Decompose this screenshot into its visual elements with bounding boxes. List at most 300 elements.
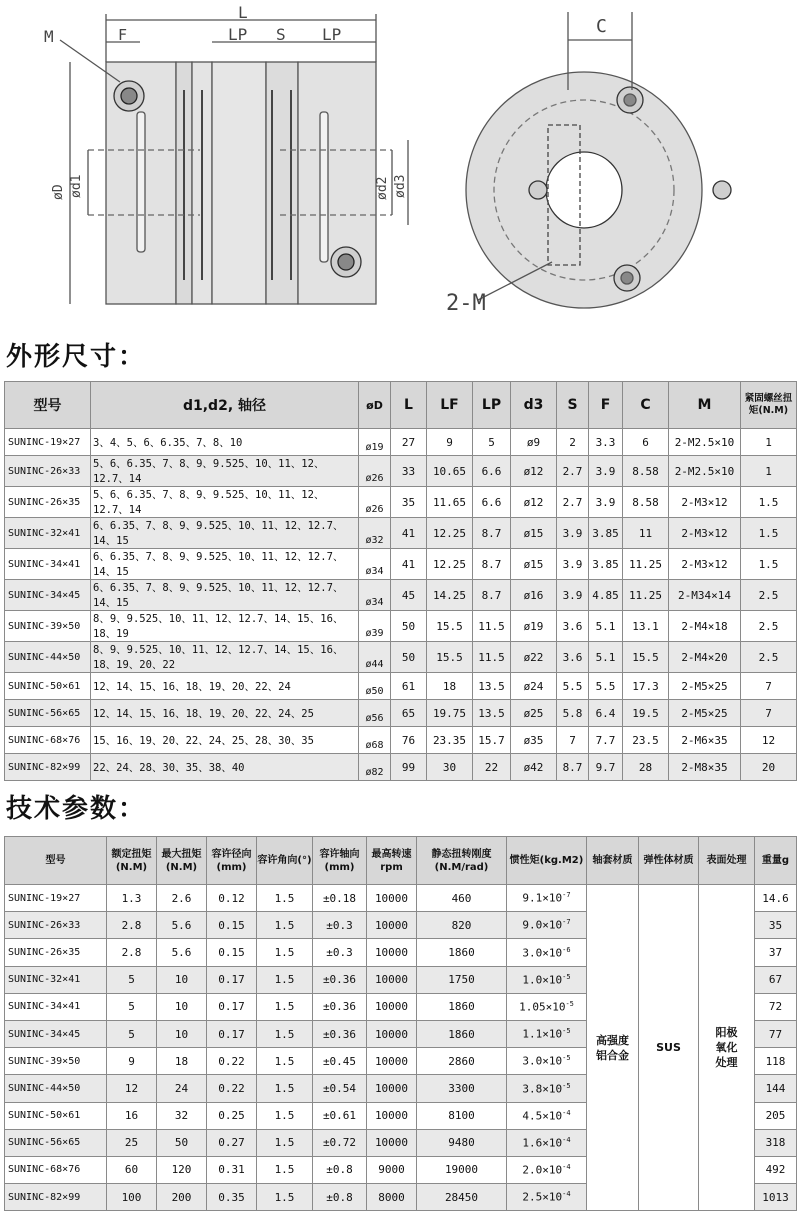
cell-model: SUNINC-39×50 <box>5 611 91 642</box>
cell-s: 2.7 <box>557 487 589 518</box>
cell-model: SUNINC-34×45 <box>5 580 91 611</box>
cell-rated: 5 <box>107 966 157 993</box>
cell-lp: 6.6 <box>473 487 511 518</box>
table-row <box>5 611 797 642</box>
cell-angular: 1.5 <box>257 912 313 939</box>
cell-m: 2-M6×35 <box>669 727 741 754</box>
cell-bore: 6、6.35、7、8、9、9.525、10、11、12、12.7、14、15 <box>91 518 359 549</box>
cell-lf: 9 <box>427 429 473 456</box>
section-title-technical: 技术参数： <box>6 794 147 824</box>
cell-lf: 11.65 <box>427 487 473 518</box>
cell-l: 35 <box>391 487 427 518</box>
table-row <box>5 549 797 580</box>
cell-stiff: 1860 <box>417 993 507 1020</box>
cell-inertia <box>507 993 587 1020</box>
cell-radial: 0.35 <box>207 1184 257 1211</box>
cell-d3: ø42 <box>511 754 557 781</box>
cell-c: 11.25 <box>623 580 669 611</box>
drawing-label-c: C <box>596 16 607 37</box>
cell-lf: 12.25 <box>427 518 473 549</box>
cell-torque: 2.5 <box>741 642 797 673</box>
table-row <box>5 518 797 549</box>
cell-max: 32 <box>157 1102 207 1129</box>
cell-model: SUNINC-34×45 <box>5 1020 107 1047</box>
cell-lf: 23.35 <box>427 727 473 754</box>
inertia-mantissa: 2.0×10 <box>522 1163 563 1177</box>
inertia-mantissa: 9.1×10 <box>522 891 563 905</box>
cell-lf: 12.25 <box>427 549 473 580</box>
cell-inertia <box>507 1075 587 1102</box>
cell-l: 61 <box>391 673 427 700</box>
cell-model: SUNINC-50×61 <box>5 673 91 700</box>
cell-max: 2.6 <box>157 885 207 912</box>
cell-angular: 1.5 <box>257 1184 313 1211</box>
header-weight: 重量g <box>755 837 797 885</box>
cell-m: 2-M4×20 <box>669 642 741 673</box>
cell-od: ø44 <box>359 642 391 673</box>
cell-angular: 1.5 <box>257 993 313 1020</box>
cell-model: SUNINC-26×33 <box>5 912 107 939</box>
cell-rated: 12 <box>107 1075 157 1102</box>
cell-torque: 12 <box>741 727 797 754</box>
header-hub-material: 轴套材质 <box>587 837 639 885</box>
header-axial: 容许轴向(mm) <box>313 837 367 885</box>
inertia-mantissa: 3.0×10 <box>522 946 563 960</box>
cell-model: SUNINC-44×50 <box>5 1075 107 1102</box>
cell-lp: 11.5 <box>473 611 511 642</box>
cell-model: SUNINC-39×50 <box>5 1048 107 1075</box>
cell-weight: 14.6 <box>755 885 797 912</box>
cell-max: 5.6 <box>157 912 207 939</box>
header-spring-material: 弹性体材质 <box>639 837 699 885</box>
header-angular: 容许角向(°) <box>257 837 313 885</box>
cell-torque: 20 <box>741 754 797 781</box>
cell-l: 50 <box>391 611 427 642</box>
cell-od: ø50 <box>359 673 391 700</box>
cell-torque: 1 <box>741 429 797 456</box>
cell-rated: 9 <box>107 1048 157 1075</box>
cell-radial: 0.22 <box>207 1075 257 1102</box>
cell-lp: 13.5 <box>473 673 511 700</box>
cell-l: 45 <box>391 580 427 611</box>
cell-weight: 205 <box>755 1102 797 1129</box>
inertia-exponent: -6 <box>562 945 571 954</box>
cell-f: 5.1 <box>589 642 623 673</box>
cell-s: 2 <box>557 429 589 456</box>
cell-radial: 0.22 <box>207 1048 257 1075</box>
cell-inertia <box>507 1129 587 1156</box>
cell-axial: ±0.36 <box>313 993 367 1020</box>
cell-inertia <box>507 966 587 993</box>
cell-speed: 10000 <box>367 912 417 939</box>
cell-stiff: 2860 <box>417 1048 507 1075</box>
cell-m: 2-M5×25 <box>669 673 741 700</box>
cell-torque: 1.5 <box>741 549 797 580</box>
cell-model: SUNINC-34×41 <box>5 993 107 1020</box>
cell-c: 17.3 <box>623 673 669 700</box>
cell-lf: 15.5 <box>427 642 473 673</box>
cell-axial: ±0.54 <box>313 1075 367 1102</box>
inertia-mantissa: 9.0×10 <box>522 919 563 933</box>
cell-model: SUNINC-56×65 <box>5 1129 107 1156</box>
cell-f: 6.4 <box>589 700 623 727</box>
cell-od: ø56 <box>359 700 391 727</box>
cell-model: SUNINC-68×76 <box>5 727 91 754</box>
cell-weight: 492 <box>755 1156 797 1183</box>
cell-f: 3.9 <box>589 456 623 487</box>
inertia-mantissa: 1.1×10 <box>522 1027 563 1041</box>
cell-bore: 22、24、28、30、35、38、40 <box>91 754 359 781</box>
cell-radial: 0.17 <box>207 993 257 1020</box>
cell-bore: 8、9、9.525、10、11、12、12.7、14、15、16、18、19 <box>91 611 359 642</box>
header-torque: 紧固螺丝扭矩(N.M) <box>741 382 797 429</box>
cell-torque: 1 <box>741 456 797 487</box>
cell-inertia <box>507 885 587 912</box>
cell-weight: 67 <box>755 966 797 993</box>
cell-c: 6 <box>623 429 669 456</box>
cell-lp: 8.7 <box>473 580 511 611</box>
table-row <box>5 727 797 754</box>
table-row <box>5 673 797 700</box>
inertia-mantissa: 1.05×10 <box>519 1000 566 1014</box>
cell-model: SUNINC-82×99 <box>5 1184 107 1211</box>
cell-s: 7 <box>557 727 589 754</box>
cell-stiff: 9480 <box>417 1129 507 1156</box>
cell-model: SUNINC-26×35 <box>5 939 107 966</box>
inertia-mantissa: 3.0×10 <box>522 1055 563 1069</box>
drawing-label-s: S <box>276 25 286 44</box>
cell-model: SUNINC-82×99 <box>5 754 91 781</box>
cell-lp: 6.6 <box>473 456 511 487</box>
cell-radial: 0.15 <box>207 912 257 939</box>
cell-model: SUNINC-26×35 <box>5 487 91 518</box>
cell-m: 2-M2.5×10 <box>669 456 741 487</box>
cell-rated: 16 <box>107 1102 157 1129</box>
cell-axial: ±0.18 <box>313 885 367 912</box>
cell-bore: 15、16、19、20、22、24、25、28、30、35 <box>91 727 359 754</box>
cell-lp: 15.7 <box>473 727 511 754</box>
cell-model: SUNINC-56×65 <box>5 700 91 727</box>
drawing-label-lp-left: LP <box>228 25 248 44</box>
inertia-mantissa: 3.8×10 <box>522 1082 563 1096</box>
cell-bore: 6、6.35、7、8、9、9.525、10、11、12、12.7、14、15 <box>91 580 359 611</box>
cell-od: ø34 <box>359 549 391 580</box>
cell-od: ø39 <box>359 611 391 642</box>
cell-lp: 22 <box>473 754 511 781</box>
cell-axial: ±0.72 <box>313 1129 367 1156</box>
header-l: L <box>391 382 427 429</box>
cell-axial: ±0.36 <box>313 966 367 993</box>
cell-axial: ±0.61 <box>313 1102 367 1129</box>
cell-model: SUNINC-68×76 <box>5 1156 107 1183</box>
cell-radial: 0.31 <box>207 1156 257 1183</box>
table-row <box>5 885 797 912</box>
cell-c: 15.5 <box>623 642 669 673</box>
cell-inertia <box>507 939 587 966</box>
cell-axial: ±0.8 <box>313 1184 367 1211</box>
cell-m: 2-M4×18 <box>669 611 741 642</box>
material-hub: 高强度 铝合金 <box>587 885 639 1211</box>
inertia-exponent: -4 <box>562 1135 571 1144</box>
cell-c: 8.58 <box>623 487 669 518</box>
cell-f: 4.85 <box>589 580 623 611</box>
cell-d3: ø16 <box>511 580 557 611</box>
cell-speed: 10000 <box>367 1075 417 1102</box>
cell-radial: 0.27 <box>207 1129 257 1156</box>
cell-stiff: 460 <box>417 885 507 912</box>
cell-bore: 12、14、15、16、18、19、20、22、24、25 <box>91 700 359 727</box>
cell-radial: 0.15 <box>207 939 257 966</box>
cell-s: 3.6 <box>557 642 589 673</box>
cell-d3: ø15 <box>511 518 557 549</box>
cell-bore: 8、9、9.525、10、11、12、12.7、14、15、16、18、19、20、22 <box>91 642 359 673</box>
cell-model: SUNINC-34×41 <box>5 549 91 580</box>
cell-od: ø34 <box>359 580 391 611</box>
cell-angular: 1.5 <box>257 885 313 912</box>
header-radial: 容许径向(mm) <box>207 837 257 885</box>
cell-d3: ø35 <box>511 727 557 754</box>
cell-inertia <box>507 912 587 939</box>
cell-c: 11 <box>623 518 669 549</box>
header-od: øD <box>359 382 391 429</box>
cell-d3: ø25 <box>511 700 557 727</box>
cell-radial: 0.17 <box>207 966 257 993</box>
cell-m: 2-M3×12 <box>669 518 741 549</box>
cell-model: SUNINC-19×27 <box>5 885 107 912</box>
header-bore: d1,d2, 轴径 <box>91 382 359 429</box>
cell-rated: 25 <box>107 1129 157 1156</box>
cell-c: 8.58 <box>623 456 669 487</box>
cell-s: 8.7 <box>557 754 589 781</box>
header-lf: LF <box>427 382 473 429</box>
cell-bore: 12、14、15、16、18、19、20、22、24 <box>91 673 359 700</box>
cell-od: ø26 <box>359 487 391 518</box>
inertia-exponent: -5 <box>565 1000 574 1009</box>
cell-stiff: 1860 <box>417 939 507 966</box>
dimensions-header-row <box>5 382 797 429</box>
cell-angular: 1.5 <box>257 1102 313 1129</box>
drawing-label-phi-d1: ød1 <box>69 174 84 198</box>
cell-rated: 100 <box>107 1184 157 1211</box>
cell-max: 24 <box>157 1075 207 1102</box>
header-model: 型号 <box>5 382 91 429</box>
cell-lp: 8.7 <box>473 518 511 549</box>
cell-radial: 0.12 <box>207 885 257 912</box>
section-title-dimensions: 外形尺寸： <box>6 342 147 372</box>
cell-weight: 318 <box>755 1129 797 1156</box>
inertia-exponent: -5 <box>562 1081 571 1090</box>
cell-rated: 5 <box>107 1020 157 1047</box>
cell-inertia <box>507 1102 587 1129</box>
cell-torque: 7 <box>741 700 797 727</box>
cell-model: SUNINC-32×41 <box>5 966 107 993</box>
cell-rated: 2.8 <box>107 912 157 939</box>
table-row <box>5 429 797 456</box>
cell-m: 2-M34×14 <box>669 580 741 611</box>
cell-lf: 14.25 <box>427 580 473 611</box>
cell-lf: 19.75 <box>427 700 473 727</box>
cell-inertia <box>507 1020 587 1047</box>
cell-lp: 13.5 <box>473 700 511 727</box>
cell-m: 2-M2.5×10 <box>669 429 741 456</box>
cell-stiff: 28450 <box>417 1184 507 1211</box>
header-d3: d3 <box>511 382 557 429</box>
cell-rated: 60 <box>107 1156 157 1183</box>
cell-speed: 10000 <box>367 1129 417 1156</box>
header-rated-torque: 额定扭矩(N.M) <box>107 837 157 885</box>
cell-s: 2.7 <box>557 456 589 487</box>
cell-weight: 72 <box>755 993 797 1020</box>
cell-od: ø32 <box>359 518 391 549</box>
cell-speed: 10000 <box>367 1020 417 1047</box>
cell-max: 50 <box>157 1129 207 1156</box>
cell-weight: 144 <box>755 1075 797 1102</box>
cell-inertia <box>507 1184 587 1211</box>
cell-s: 5.8 <box>557 700 589 727</box>
cell-speed: 10000 <box>367 993 417 1020</box>
drawing-label-l: L <box>238 3 248 22</box>
cell-l: 41 <box>391 518 427 549</box>
cell-d3: ø19 <box>511 611 557 642</box>
inertia-exponent: -5 <box>562 1027 571 1036</box>
header-f: F <box>589 382 623 429</box>
cell-rated: 2.8 <box>107 939 157 966</box>
cell-s: 3.9 <box>557 549 589 580</box>
table-row <box>5 580 797 611</box>
cell-l: 65 <box>391 700 427 727</box>
header-m: M <box>669 382 741 429</box>
cell-d3: ø22 <box>511 642 557 673</box>
cell-f: 3.85 <box>589 518 623 549</box>
table-row <box>5 487 797 518</box>
drawing-label-2m: 2-M <box>446 291 486 316</box>
cell-max: 10 <box>157 1020 207 1047</box>
cell-weight: 37 <box>755 939 797 966</box>
cell-weight: 118 <box>755 1048 797 1075</box>
material-spring: SUS <box>639 885 699 1211</box>
cell-od: ø19 <box>359 429 391 456</box>
cell-radial: 0.17 <box>207 1020 257 1047</box>
inertia-mantissa: 4.5×10 <box>522 1109 563 1123</box>
cell-bore: 5、6、6.35、7、8、9、9.525、10、11、12、12.7、14 <box>91 456 359 487</box>
cell-l: 76 <box>391 727 427 754</box>
cell-d3: ø12 <box>511 456 557 487</box>
table-row <box>5 700 797 727</box>
header-surface: 表面处理 <box>699 837 755 885</box>
inertia-exponent: -4 <box>562 1108 571 1117</box>
cell-bore: 5、6、6.35、7、8、9、9.525、10、11、12、12.7、14 <box>91 487 359 518</box>
cell-stiff: 1860 <box>417 1020 507 1047</box>
table-row <box>5 456 797 487</box>
inertia-exponent: -5 <box>562 972 571 981</box>
cell-f: 7.7 <box>589 727 623 754</box>
cell-angular: 1.5 <box>257 966 313 993</box>
cell-f: 9.7 <box>589 754 623 781</box>
cell-stiff: 1750 <box>417 966 507 993</box>
cell-speed: 10000 <box>367 1048 417 1075</box>
cell-angular: 1.5 <box>257 939 313 966</box>
header-max-speed: 最高转速rpm <box>367 837 417 885</box>
header-stiffness: 静态扭转刚度(N.M/rad) <box>417 837 507 885</box>
cell-model: SUNINC-26×33 <box>5 456 91 487</box>
cell-angular: 1.5 <box>257 1156 313 1183</box>
cell-d3: ø12 <box>511 487 557 518</box>
cell-lf: 30 <box>427 754 473 781</box>
cell-od: ø26 <box>359 456 391 487</box>
cell-c: 19.5 <box>623 700 669 727</box>
cell-stiff: 820 <box>417 912 507 939</box>
table-row <box>5 642 797 673</box>
cell-lp: 5 <box>473 429 511 456</box>
cell-angular: 1.5 <box>257 1048 313 1075</box>
cell-weight: 77 <box>755 1020 797 1047</box>
cell-m: 2-M3×12 <box>669 549 741 580</box>
cell-s: 3.6 <box>557 611 589 642</box>
cell-d3: ø24 <box>511 673 557 700</box>
cell-max: 120 <box>157 1156 207 1183</box>
inertia-exponent: -7 <box>562 918 571 927</box>
technical-table <box>4 836 797 1211</box>
cell-stiff: 19000 <box>417 1156 507 1183</box>
inertia-exponent: -5 <box>562 1054 571 1063</box>
inertia-exponent: -4 <box>562 1163 571 1172</box>
drawing-label-lp-right: LP <box>322 25 342 44</box>
cell-lf: 10.65 <box>427 456 473 487</box>
cell-rated: 1.3 <box>107 885 157 912</box>
cell-speed: 10000 <box>367 966 417 993</box>
cell-torque: 1.5 <box>741 518 797 549</box>
cell-s: 5.5 <box>557 673 589 700</box>
cell-axial: ±0.3 <box>313 912 367 939</box>
cell-model: SUNINC-32×41 <box>5 518 91 549</box>
drawing-label-phi-d2: ød2 <box>375 176 390 200</box>
material-surface: 阳极 氧化 处理 <box>699 885 755 1211</box>
header-lp: LP <box>473 382 511 429</box>
cell-m: 2-M3×12 <box>669 487 741 518</box>
cell-max: 200 <box>157 1184 207 1211</box>
cell-lp: 11.5 <box>473 642 511 673</box>
cell-l: 50 <box>391 642 427 673</box>
drawing-label-phi-d3: ød3 <box>393 174 408 198</box>
cell-model: SUNINC-50×61 <box>5 1102 107 1129</box>
cell-axial: ±0.45 <box>313 1048 367 1075</box>
header-inertia: 惯性矩(kg.M2) <box>507 837 587 885</box>
cell-stiff: 8100 <box>417 1102 507 1129</box>
cell-od: ø68 <box>359 727 391 754</box>
cell-f: 3.9 <box>589 487 623 518</box>
cell-f: 3.3 <box>589 429 623 456</box>
cell-lf: 15.5 <box>427 611 473 642</box>
cell-c: 11.25 <box>623 549 669 580</box>
inertia-mantissa: 1.0×10 <box>522 973 563 987</box>
cell-l: 27 <box>391 429 427 456</box>
inertia-exponent: -7 <box>562 891 571 900</box>
inertia-mantissa: 2.5×10 <box>522 1190 563 1204</box>
cell-model: SUNINC-19×27 <box>5 429 91 456</box>
cell-max: 18 <box>157 1048 207 1075</box>
drawing-label-f: F <box>118 26 128 44</box>
cell-f: 5.5 <box>589 673 623 700</box>
header-c: C <box>623 382 669 429</box>
cell-lp: 8.7 <box>473 549 511 580</box>
technical-header-row <box>5 837 797 885</box>
cell-speed: 10000 <box>367 1102 417 1129</box>
cell-torque: 2.5 <box>741 611 797 642</box>
drawing-label-phi-d: øD <box>51 184 66 200</box>
cell-speed: 8000 <box>367 1184 417 1211</box>
cell-axial: ±0.36 <box>313 1020 367 1047</box>
header-max-torque: 最大扭矩(N.M) <box>157 837 207 885</box>
